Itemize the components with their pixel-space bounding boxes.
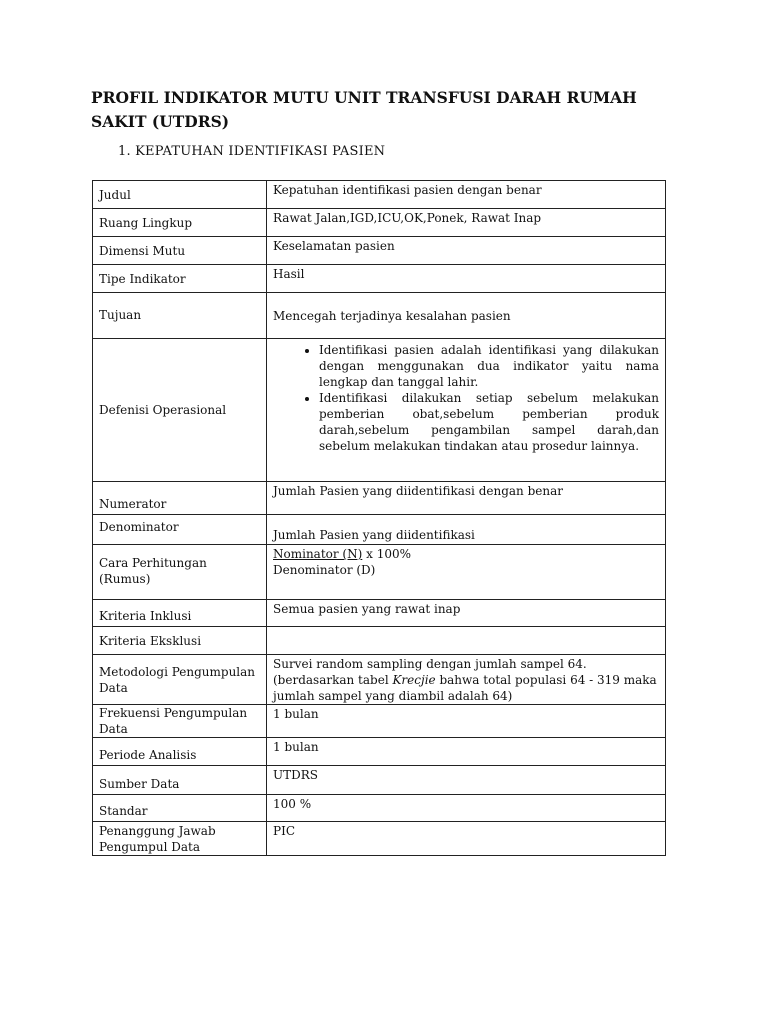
row-value: Mencegah terjadinya kesalahan pasien bbox=[267, 293, 666, 339]
section-heading: 1. KEPATUHAN IDENTIFIKASI PASIEN bbox=[118, 144, 386, 159]
row-value bbox=[267, 655, 666, 705]
table-row-denominator bbox=[93, 515, 666, 545]
row-value bbox=[267, 627, 666, 655]
row-label: Ruang Lingkup bbox=[93, 209, 267, 237]
table-row-frekuensi bbox=[93, 705, 666, 738]
row-label: Tipe Indikator bbox=[93, 265, 267, 293]
method-line: Survei random sampling dengan jumlah sampel 64. bbox=[273, 657, 587, 671]
definition-bullet-list bbox=[273, 340, 659, 454]
row-label: Kriteria Eksklusi bbox=[93, 627, 267, 655]
table-row-tipe-indikator bbox=[93, 265, 666, 293]
table-row-dimensi-mutu bbox=[93, 237, 666, 265]
row-label: Defenisi Operasional bbox=[93, 339, 267, 482]
definition-bullet: • Identifikasi dilakukan setiap sebelum melakukan pemberian obat,sebelum pemberian produk darah,sebelum pengambilan sampel darah,dan sebelum melakukan tindakan atau prosedur lainnya. bbox=[319, 390, 659, 454]
table-row-numerator bbox=[93, 482, 666, 515]
row-value: 1 bulan bbox=[267, 738, 666, 766]
row-value: Hasil bbox=[267, 265, 666, 293]
row-label: Standar bbox=[93, 795, 267, 822]
row-label: Cara Perhitungan (Rumus) bbox=[93, 545, 267, 600]
row-value: Rawat Jalan,IGD,ICU,OK,Ponek, Rawat Inap bbox=[267, 209, 666, 237]
row-label: Periode Analisis bbox=[93, 738, 267, 766]
table-row-cara-perhitungan bbox=[93, 545, 666, 600]
row-label: Judul bbox=[93, 181, 267, 209]
document-title: PROFIL INDIKATOR MUTU UNIT TRANSFUSI DARAH RUMAH SAKIT (UTDRS) bbox=[91, 88, 637, 131]
row-value: UTDRS bbox=[267, 766, 666, 795]
row-label: Sumber Data bbox=[93, 766, 267, 795]
row-value: PIC bbox=[267, 822, 666, 856]
method-text: bahwa total populasi 64 - 319 maka jumlah sampel yang diambil adalah 64) bbox=[273, 673, 657, 703]
row-value: Jumlah Pasien yang diidentifikasi dengan benar bbox=[267, 482, 666, 515]
table-row-kriteria-inklusi bbox=[93, 600, 666, 627]
table-row-sumber-data bbox=[93, 766, 666, 795]
row-value: Keselamatan pasien bbox=[267, 237, 666, 265]
table-row-standar bbox=[93, 795, 666, 822]
table-row-judul bbox=[93, 181, 666, 209]
formula-numerator: Nominator (N) bbox=[273, 547, 363, 561]
row-value: Kepatuhan identifikasi pasien dengan benar bbox=[267, 181, 666, 209]
row-label: Metodologi Pengumpulan Data bbox=[93, 655, 267, 705]
method-text: (berdasarkan tabel bbox=[273, 673, 393, 687]
row-label: Kriteria Inklusi bbox=[93, 600, 267, 627]
table-row-metodologi bbox=[93, 655, 666, 705]
table-row-penanggung-jawab bbox=[93, 822, 666, 856]
method-table-name: Krecjie bbox=[392, 673, 436, 687]
row-value: 100 % bbox=[267, 795, 666, 822]
table-row-kriteria-eksklusi bbox=[93, 627, 666, 655]
row-label: Tujuan bbox=[93, 293, 267, 339]
row-value bbox=[267, 339, 666, 482]
table-row-defenisi-operasional bbox=[93, 339, 666, 482]
row-label: Denominator bbox=[93, 515, 267, 545]
row-value: 1 bulan bbox=[267, 705, 666, 738]
row-label: Numerator bbox=[93, 482, 267, 515]
row-label: Penanggung Jawab Pengumpul Data bbox=[93, 822, 267, 856]
row-value: Semua pasien yang rawat inap bbox=[267, 600, 666, 627]
row-label: Dimensi Mutu bbox=[93, 237, 267, 265]
row-label: Frekuensi Pengumpulan Data bbox=[93, 705, 267, 738]
table-row-ruang-lingkup bbox=[93, 209, 666, 237]
row-value: Jumlah Pasien yang diidentifikasi bbox=[267, 515, 666, 545]
table-row-periode-analisis bbox=[93, 738, 666, 766]
table-row-tujuan bbox=[93, 293, 666, 339]
row-value bbox=[267, 545, 666, 600]
indicator-profile-table bbox=[92, 180, 666, 856]
formula-multiplier: x 100% bbox=[362, 547, 411, 561]
definition-bullet: • Identifikasi pasien adalah identifikasi yang dilakukan dengan menggunakan dua indikator yaitu nama lengkap dan tanggal lahir. bbox=[319, 342, 659, 390]
formula-denominator: Denominator (D) bbox=[273, 563, 376, 577]
